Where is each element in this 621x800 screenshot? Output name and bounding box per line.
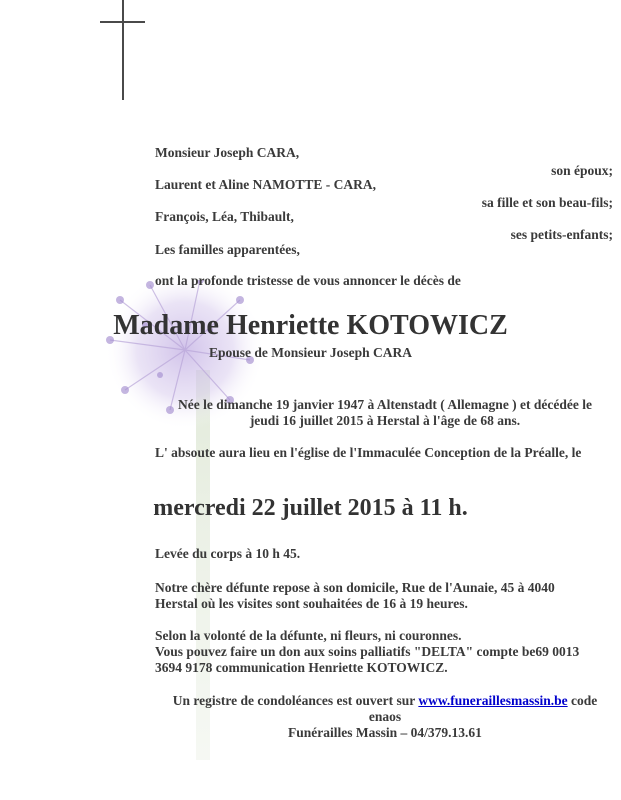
register-line: [150, 693, 620, 709]
register-suffix: code: [571, 693, 598, 708]
husband-role: son époux;: [551, 163, 613, 178]
grandchildren-role: ses petits-enfants;: [510, 227, 613, 242]
spouse-line: Epouse de Monsieur Joseph CARA: [208, 345, 413, 360]
domicile-line-2: Herstal où les visites sont souhaitées de 16 à 19 heures.: [155, 596, 468, 611]
families-line: Les familles apparentées,: [155, 242, 300, 257]
cross-horizontal-bar: [100, 21, 145, 23]
register-prefix: Un registre de condoléances est ouvert sur: [172, 693, 415, 708]
funeral-home-line: Funérailles Massin – 04/379.13.61: [288, 725, 482, 740]
wish-line-3: 3694 9178 communication Henriette KOTOWICZ.: [155, 660, 448, 675]
absoute-line: L' absoute aura lieu en l'église de l'Immaculée Conception de la Préalle, le: [155, 445, 582, 460]
wish-line-2: Vous pouvez faire un don aux soins palliatifs "DELTA" compte be69 0013: [155, 644, 580, 659]
register-code: enaos: [368, 709, 402, 724]
ceremony-date: mercredi 22 juillet 2015 à 11 h.: [153, 495, 468, 521]
birth-death-line-2: jeudi 16 juillet 2015 à Herstal à l'âge de 68 ans.: [249, 413, 521, 428]
husband-name: Monsieur Joseph CARA,: [155, 145, 300, 160]
birth-death-line-1: Née le dimanche 19 janvier 1947 à Altenstadt ( Allemagne ) et décédée le: [177, 397, 593, 412]
register-link[interactable]: www.funeraillesmassin.be: [418, 693, 568, 708]
cross-vertical-bar: [122, 0, 124, 100]
daughter-role: sa fille et son beau-fils;: [481, 195, 613, 210]
daughter-names: Laurent et Aline NAMOTTE - CARA,: [155, 177, 376, 192]
announcement-line: ont la profonde tristesse de vous annoncer le décès de: [155, 273, 461, 288]
deceased-name: Madame Henriette KOTOWICZ: [113, 310, 508, 341]
levee-line: Levée du corps à 10 h 45.: [155, 546, 301, 561]
wish-line-1: Selon la volonté de la défunte, ni fleurs, ni couronnes.: [155, 628, 462, 643]
grandchildren-names: François, Léa, Thibault,: [155, 209, 294, 224]
domicile-line-1: Notre chère défunte repose à son domicile, Rue de l'Aunaie, 45 à 4040: [155, 580, 555, 595]
